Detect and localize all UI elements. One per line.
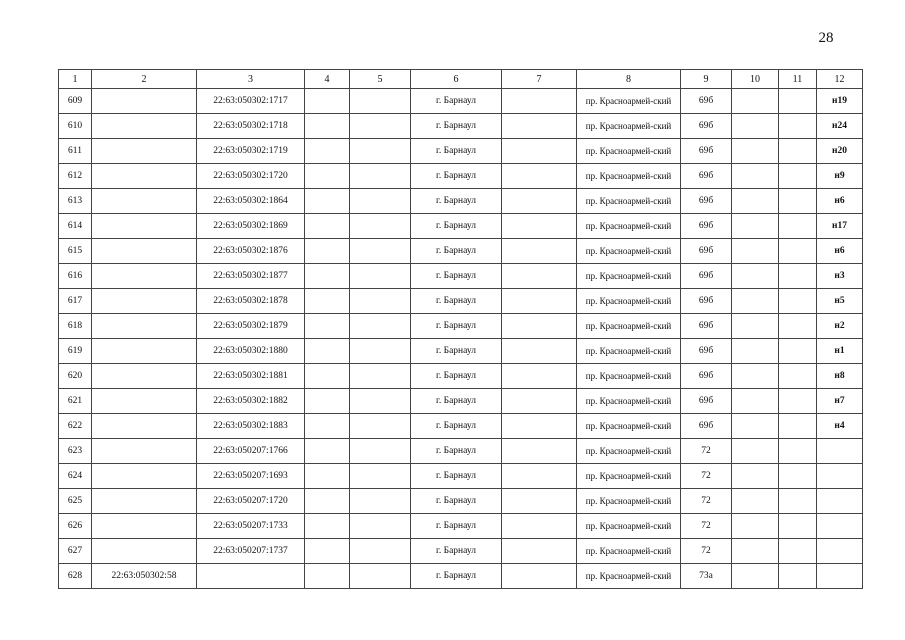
house-number-cell: 73а: [681, 564, 732, 589]
column-5-cell: [350, 314, 411, 339]
cadastral-number-cell: 22:63:050302:1719: [197, 139, 305, 164]
cadastral-number-2-cell: [92, 339, 197, 364]
table-row: [59, 414, 863, 439]
street-cell: пр. Красноармей-ский: [577, 364, 681, 389]
column-header-3: 3: [197, 70, 305, 89]
street-cell: пр. Красноармей-ский: [577, 114, 681, 139]
column-5-cell: [350, 114, 411, 139]
city-cell: г. Барнаул: [411, 464, 502, 489]
table-row: [59, 89, 863, 114]
house-number-cell: 69б: [681, 89, 732, 114]
city-cell: г. Барнаул: [411, 389, 502, 414]
cadastral-number-cell: 22:63:050302:1882: [197, 389, 305, 414]
column-10-cell: [732, 264, 779, 289]
row-number-cell: 625: [59, 489, 92, 514]
street-cell: пр. Красноармей-ский: [577, 389, 681, 414]
row-number-cell: 610: [59, 114, 92, 139]
column-7-cell: [502, 189, 577, 214]
column-4-cell: [305, 489, 350, 514]
column-5-cell: [350, 264, 411, 289]
column-11-cell: [779, 314, 817, 339]
cadastral-number-2-cell: [92, 514, 197, 539]
row-number-cell: 613: [59, 189, 92, 214]
room-number-cell: н3: [817, 264, 863, 289]
row-number-cell: 622: [59, 414, 92, 439]
column-4-cell: [305, 339, 350, 364]
cadastral-number-2-cell: [92, 164, 197, 189]
house-number-cell: 69б: [681, 239, 732, 264]
column-5-cell: [350, 289, 411, 314]
column-11-cell: [779, 164, 817, 189]
column-4-cell: [305, 464, 350, 489]
house-number-cell: 72: [681, 514, 732, 539]
column-10-cell: [732, 389, 779, 414]
column-5-cell: [350, 364, 411, 389]
column-7-cell: [502, 514, 577, 539]
cadastral-number-cell: [197, 564, 305, 589]
street-cell: пр. Красноармей-ский: [577, 514, 681, 539]
column-5-cell: [350, 464, 411, 489]
room-number-cell: [817, 464, 863, 489]
table-row: [59, 164, 863, 189]
house-number-cell: 69б: [681, 389, 732, 414]
table-row: [59, 264, 863, 289]
column-4-cell: [305, 89, 350, 114]
column-4-cell: [305, 364, 350, 389]
city-cell: г. Барнаул: [411, 339, 502, 364]
column-header-7: 7: [502, 70, 577, 89]
house-number-cell: 69б: [681, 214, 732, 239]
cadastral-number-cell: 22:63:050302:1879: [197, 314, 305, 339]
column-7-cell: [502, 364, 577, 389]
column-10-cell: [732, 289, 779, 314]
row-number-cell: 624: [59, 464, 92, 489]
cadastral-number-cell: 22:63:050302:1717: [197, 89, 305, 114]
column-header-11: 11: [779, 70, 817, 89]
room-number-cell: [817, 439, 863, 464]
house-number-cell: 69б: [681, 164, 732, 189]
house-number-cell: 69б: [681, 139, 732, 164]
column-7-cell: [502, 314, 577, 339]
column-header-2: 2: [92, 70, 197, 89]
column-10-cell: [732, 439, 779, 464]
cadastral-number-2-cell: 22:63:050302:58: [92, 564, 197, 589]
table-row: [59, 439, 863, 464]
city-cell: г. Барнаул: [411, 189, 502, 214]
column-7-cell: [502, 539, 577, 564]
table-body: [59, 89, 863, 589]
city-cell: г. Барнаул: [411, 564, 502, 589]
column-7-cell: [502, 414, 577, 439]
column-7-cell: [502, 439, 577, 464]
street-cell: пр. Красноармей-ский: [577, 239, 681, 264]
row-number-cell: 614: [59, 214, 92, 239]
column-5-cell: [350, 564, 411, 589]
street-cell: пр. Красноармей-ский: [577, 489, 681, 514]
column-10-cell: [732, 139, 779, 164]
room-number-cell: [817, 539, 863, 564]
column-4-cell: [305, 539, 350, 564]
column-11-cell: [779, 89, 817, 114]
table-row: [59, 314, 863, 339]
table-row: [59, 239, 863, 264]
column-header-12: 12: [817, 70, 863, 89]
column-10-cell: [732, 414, 779, 439]
column-10-cell: [732, 314, 779, 339]
column-5-cell: [350, 489, 411, 514]
city-cell: г. Барнаул: [411, 214, 502, 239]
room-number-cell: н20: [817, 139, 863, 164]
cadastral-number-2-cell: [92, 314, 197, 339]
room-number-cell: н2: [817, 314, 863, 339]
room-number-cell: [817, 489, 863, 514]
column-5-cell: [350, 439, 411, 464]
row-number-cell: 627: [59, 539, 92, 564]
room-number-cell: н6: [817, 189, 863, 214]
cadastral-number-cell: 22:63:050207:1720: [197, 489, 305, 514]
row-number-cell: 616: [59, 264, 92, 289]
column-header-10: 10: [732, 70, 779, 89]
cadastral-number-2-cell: [92, 264, 197, 289]
cadastral-number-cell: 22:63:050302:1720: [197, 164, 305, 189]
column-5-cell: [350, 214, 411, 239]
city-cell: г. Барнаул: [411, 539, 502, 564]
column-4-cell: [305, 139, 350, 164]
city-cell: г. Барнаул: [411, 414, 502, 439]
column-11-cell: [779, 264, 817, 289]
column-header-1: 1: [59, 70, 92, 89]
house-number-cell: 72: [681, 464, 732, 489]
house-number-cell: 69б: [681, 189, 732, 214]
column-7-cell: [502, 214, 577, 239]
column-4-cell: [305, 564, 350, 589]
cadastral-number-2-cell: [92, 539, 197, 564]
table-row: [59, 339, 863, 364]
table-row: [59, 139, 863, 164]
cadastral-number-cell: 22:63:050207:1693: [197, 464, 305, 489]
street-cell: пр. Красноармей-ский: [577, 139, 681, 164]
column-5-cell: [350, 139, 411, 164]
column-5-cell: [350, 189, 411, 214]
column-4-cell: [305, 114, 350, 139]
column-7-cell: [502, 389, 577, 414]
column-7-cell: [502, 289, 577, 314]
column-7-cell: [502, 464, 577, 489]
room-number-cell: н17: [817, 214, 863, 239]
street-cell: пр. Красноармей-ский: [577, 339, 681, 364]
table-row: [59, 214, 863, 239]
cadastral-number-2-cell: [92, 114, 197, 139]
table-row: [59, 114, 863, 139]
column-11-cell: [779, 364, 817, 389]
city-cell: г. Барнаул: [411, 439, 502, 464]
room-number-cell: н4: [817, 414, 863, 439]
column-4-cell: [305, 514, 350, 539]
table-row: [59, 564, 863, 589]
street-cell: пр. Красноармей-ский: [577, 464, 681, 489]
room-number-cell: н1: [817, 339, 863, 364]
column-10-cell: [732, 539, 779, 564]
column-11-cell: [779, 389, 817, 414]
street-cell: пр. Красноармей-ский: [577, 564, 681, 589]
house-number-cell: 72: [681, 539, 732, 564]
row-number-cell: 623: [59, 439, 92, 464]
column-10-cell: [732, 564, 779, 589]
row-number-cell: 626: [59, 514, 92, 539]
cadastral-number-cell: 22:63:050302:1718: [197, 114, 305, 139]
street-cell: пр. Красноармей-ский: [577, 214, 681, 239]
city-cell: г. Барнаул: [411, 139, 502, 164]
column-10-cell: [732, 189, 779, 214]
column-4-cell: [305, 314, 350, 339]
column-4-cell: [305, 264, 350, 289]
cadastral-number-2-cell: [92, 289, 197, 314]
cadastral-number-2-cell: [92, 239, 197, 264]
column-5-cell: [350, 239, 411, 264]
city-cell: г. Барнаул: [411, 239, 502, 264]
column-10-cell: [732, 214, 779, 239]
row-number-cell: 621: [59, 389, 92, 414]
column-10-cell: [732, 89, 779, 114]
city-cell: г. Барнаул: [411, 514, 502, 539]
row-number-cell: 628: [59, 564, 92, 589]
row-number-cell: 619: [59, 339, 92, 364]
column-7-cell: [502, 339, 577, 364]
room-number-cell: [817, 564, 863, 589]
column-4-cell: [305, 289, 350, 314]
column-5-cell: [350, 514, 411, 539]
cadastral-number-cell: 22:63:050302:1878: [197, 289, 305, 314]
row-number-cell: 611: [59, 139, 92, 164]
column-7-cell: [502, 89, 577, 114]
table-row: [59, 539, 863, 564]
city-cell: г. Барнаул: [411, 489, 502, 514]
column-header-5: 5: [350, 70, 411, 89]
cadastral-number-2-cell: [92, 139, 197, 164]
row-number-cell: 617: [59, 289, 92, 314]
city-cell: г. Барнаул: [411, 164, 502, 189]
column-7-cell: [502, 164, 577, 189]
house-number-cell: 69б: [681, 264, 732, 289]
cadastral-number-cell: 22:63:050302:1877: [197, 264, 305, 289]
room-number-cell: н6: [817, 239, 863, 264]
table-row: [59, 189, 863, 214]
row-number-cell: 618: [59, 314, 92, 339]
room-number-cell: [817, 514, 863, 539]
city-cell: г. Барнаул: [411, 89, 502, 114]
table-row: [59, 514, 863, 539]
column-11-cell: [779, 189, 817, 214]
room-number-cell: н19: [817, 89, 863, 114]
column-header-8: 8: [577, 70, 681, 89]
room-number-cell: н9: [817, 164, 863, 189]
city-cell: г. Барнаул: [411, 289, 502, 314]
cadastral-number-cell: 22:63:050302:1881: [197, 364, 305, 389]
table-row: [59, 364, 863, 389]
house-number-cell: 69б: [681, 414, 732, 439]
column-header-9: 9: [681, 70, 732, 89]
room-number-cell: н24: [817, 114, 863, 139]
house-number-cell: 69б: [681, 289, 732, 314]
registry-table: [58, 69, 863, 589]
cadastral-number-2-cell: [92, 364, 197, 389]
cadastral-number-2-cell: [92, 489, 197, 514]
column-7-cell: [502, 264, 577, 289]
column-11-cell: [779, 539, 817, 564]
column-header-6: 6: [411, 70, 502, 89]
street-cell: пр. Красноармей-ский: [577, 414, 681, 439]
street-cell: пр. Красноармей-ский: [577, 264, 681, 289]
street-cell: пр. Красноармей-ский: [577, 314, 681, 339]
table-row: [59, 289, 863, 314]
column-10-cell: [732, 489, 779, 514]
column-11-cell: [779, 564, 817, 589]
street-cell: пр. Красноармей-ский: [577, 189, 681, 214]
column-5-cell: [350, 164, 411, 189]
room-number-cell: н5: [817, 289, 863, 314]
column-11-cell: [779, 514, 817, 539]
column-5-cell: [350, 89, 411, 114]
city-cell: г. Барнаул: [411, 264, 502, 289]
room-number-cell: н7: [817, 389, 863, 414]
column-4-cell: [305, 239, 350, 264]
house-number-cell: 69б: [681, 314, 732, 339]
column-5-cell: [350, 339, 411, 364]
column-10-cell: [732, 239, 779, 264]
house-number-cell: 72: [681, 439, 732, 464]
cadastral-number-2-cell: [92, 189, 197, 214]
column-11-cell: [779, 114, 817, 139]
column-7-cell: [502, 564, 577, 589]
column-header-4: 4: [305, 70, 350, 89]
city-cell: г. Барнаул: [411, 364, 502, 389]
street-cell: пр. Красноармей-ский: [577, 439, 681, 464]
column-4-cell: [305, 164, 350, 189]
cadastral-number-cell: 22:63:050302:1864: [197, 189, 305, 214]
column-5-cell: [350, 539, 411, 564]
cadastral-number-cell: 22:63:050302:1869: [197, 214, 305, 239]
column-10-cell: [732, 364, 779, 389]
row-number-cell: 609: [59, 89, 92, 114]
column-10-cell: [732, 339, 779, 364]
house-number-cell: 69б: [681, 364, 732, 389]
table-row: [59, 489, 863, 514]
column-11-cell: [779, 239, 817, 264]
street-cell: пр. Красноармей-ский: [577, 89, 681, 114]
column-11-cell: [779, 339, 817, 364]
house-number-cell: 69б: [681, 339, 732, 364]
column-7-cell: [502, 489, 577, 514]
page-number: 28: [818, 30, 834, 46]
column-11-cell: [779, 414, 817, 439]
cadastral-number-2-cell: [92, 464, 197, 489]
street-cell: пр. Красноармей-ский: [577, 539, 681, 564]
row-number-cell: 620: [59, 364, 92, 389]
column-4-cell: [305, 214, 350, 239]
cadastral-number-cell: 22:63:050207:1766: [197, 439, 305, 464]
column-7-cell: [502, 239, 577, 264]
column-7-cell: [502, 114, 577, 139]
column-10-cell: [732, 514, 779, 539]
row-number-cell: 612: [59, 164, 92, 189]
table-row: [59, 464, 863, 489]
cadastral-number-2-cell: [92, 214, 197, 239]
cadastral-number-cell: 22:63:050207:1733: [197, 514, 305, 539]
row-number-cell: 615: [59, 239, 92, 264]
room-number-cell: н8: [817, 364, 863, 389]
cadastral-number-cell: 22:63:050302:1883: [197, 414, 305, 439]
city-cell: г. Барнаул: [411, 314, 502, 339]
column-11-cell: [779, 289, 817, 314]
table-row: [59, 389, 863, 414]
column-5-cell: [350, 414, 411, 439]
column-11-cell: [779, 464, 817, 489]
column-4-cell: [305, 439, 350, 464]
cadastral-number-cell: 22:63:050207:1737: [197, 539, 305, 564]
street-cell: пр. Красноармей-ский: [577, 289, 681, 314]
column-10-cell: [732, 464, 779, 489]
column-11-cell: [779, 139, 817, 164]
column-4-cell: [305, 389, 350, 414]
column-11-cell: [779, 214, 817, 239]
column-11-cell: [779, 439, 817, 464]
column-11-cell: [779, 489, 817, 514]
column-10-cell: [732, 114, 779, 139]
street-cell: пр. Красноармей-ский: [577, 164, 681, 189]
column-4-cell: [305, 189, 350, 214]
column-4-cell: [305, 414, 350, 439]
column-5-cell: [350, 389, 411, 414]
city-cell: г. Барнаул: [411, 114, 502, 139]
cadastral-number-2-cell: [92, 439, 197, 464]
column-7-cell: [502, 139, 577, 164]
table-header: [59, 70, 863, 89]
house-number-cell: 69б: [681, 114, 732, 139]
column-10-cell: [732, 164, 779, 189]
house-number-cell: 72: [681, 489, 732, 514]
cadastral-number-2-cell: [92, 414, 197, 439]
header-row: [59, 70, 863, 89]
cadastral-number-cell: 22:63:050302:1876: [197, 239, 305, 264]
cadastral-number-2-cell: [92, 389, 197, 414]
cadastral-number-cell: 22:63:050302:1880: [197, 339, 305, 364]
cadastral-number-2-cell: [92, 89, 197, 114]
